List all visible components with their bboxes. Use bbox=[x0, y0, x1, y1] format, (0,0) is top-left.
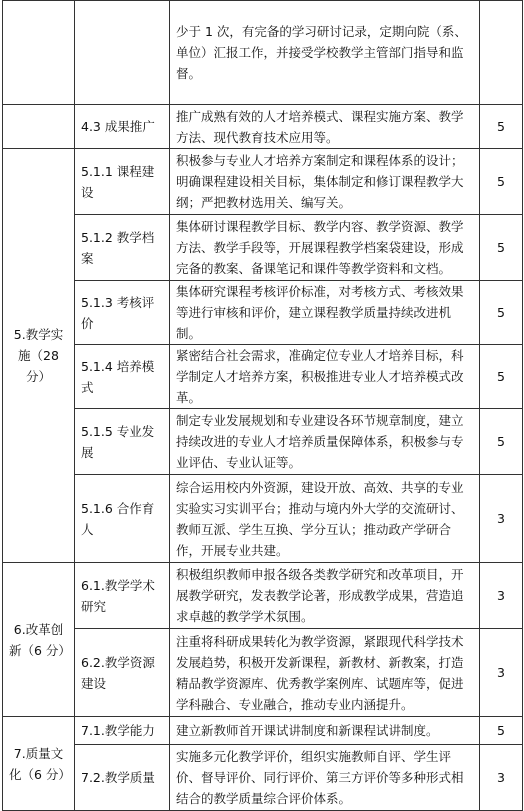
table-row bbox=[3, 745, 523, 811]
item-cell: 5.1.6 合作育人 bbox=[75, 475, 170, 563]
table-row bbox=[3, 475, 523, 563]
item-cell: 6.2.教学资源建设 bbox=[75, 629, 170, 717]
table-row bbox=[3, 149, 523, 215]
item-cell: 5.1.4 培养模式 bbox=[75, 345, 170, 409]
content-cell: 集体研讨课程教学目标、教学内容、教学资源、教学方法、教学手段等，开展课程教学档案袋建设，形成完备的教案、备课笔记和课件等教学资料和文档。 bbox=[170, 215, 480, 281]
content-cell: 推广成熟有效的人才培养模式、课程实施方案、教学方法、现代教育技术应用等。 bbox=[170, 105, 480, 149]
content-cell: 建立新教师首开课试讲制度和新课程试讲制度。 bbox=[170, 717, 480, 745]
score-cell: 3 bbox=[480, 563, 523, 629]
table-row bbox=[3, 629, 523, 717]
evaluation-table bbox=[2, 0, 523, 811]
group-cell bbox=[3, 105, 75, 149]
score-cell: 3 bbox=[480, 745, 523, 811]
item-cell: 5.1.2 教学档案 bbox=[75, 215, 170, 281]
content-cell: 制定专业发展规划和专业建设各环节规章制度，建立持续改进的专业人才培养质量保障体系，积极参与专业评估、专业认证等。 bbox=[170, 409, 480, 475]
content-cell: 少于 1 次，有完备的学习研讨记录，定期向院（系、单位）汇报工作，并接受学校教学主管部门指导和监督。 bbox=[170, 1, 480, 105]
content-cell: 积极组织教师申报各级各类教学研究和改革项目，开展教学研究，发表教学论著，形成教学成果，营造追求卓越的教学学术氛围。 bbox=[170, 563, 480, 629]
score-cell bbox=[480, 1, 523, 105]
content-cell: 积极参与专业人才培养方案制定和课程体系的设计；明确课程建设相关目标，集体制定和修订课程教学大纲；严把教材选用关、编写关。 bbox=[170, 149, 480, 215]
table-row bbox=[3, 717, 523, 745]
item-cell bbox=[75, 1, 170, 105]
content-cell: 实施多元化教学评价，组织实施教师自评、学生评价、督导评价、同行评价、第三方评价等多种形式相结合的教学质量综合评价体系。 bbox=[170, 745, 480, 811]
content-cell: 集体研究课程考核评价标准，对考核方式、考核效果等进行审核和评价，建立课程教学质量持续改进机制。 bbox=[170, 281, 480, 345]
content-cell: 紧密结合社会需求，准确定位专业人才培养目标，科学制定人才培养方案，积极推进专业人才培养模式改革。 bbox=[170, 345, 480, 409]
group-label-5: 5.教学实施（28 分） bbox=[3, 149, 75, 563]
group-cell bbox=[3, 1, 75, 105]
item-cell: 7.2.教学质量 bbox=[75, 745, 170, 811]
score-cell: 5 bbox=[480, 409, 523, 475]
score-cell: 5 bbox=[480, 105, 523, 149]
group-label-6: 6.改革创新（6 分） bbox=[3, 563, 75, 717]
table-row bbox=[3, 409, 523, 475]
item-cell: 4.3 成果推广 bbox=[75, 105, 170, 149]
score-cell: 3 bbox=[480, 629, 523, 717]
item-cell: 6.1.教学学术研究 bbox=[75, 563, 170, 629]
table-row bbox=[3, 105, 523, 149]
table-row bbox=[3, 1, 523, 105]
item-cell: 5.1.3 考核评价 bbox=[75, 281, 170, 345]
table-row bbox=[3, 563, 523, 629]
table-row bbox=[3, 345, 523, 409]
score-cell: 5 bbox=[480, 281, 523, 345]
score-cell: 5 bbox=[480, 345, 523, 409]
item-cell: 5.1.1 课程建设 bbox=[75, 149, 170, 215]
table-row bbox=[3, 281, 523, 345]
score-cell: 5 bbox=[480, 215, 523, 281]
score-cell: 3 bbox=[480, 475, 523, 563]
score-cell: 5 bbox=[480, 149, 523, 215]
score-cell: 5 bbox=[480, 717, 523, 745]
table-row bbox=[3, 215, 523, 281]
content-cell: 综合运用校内外资源，建设开放、高效、共享的专业实验实习实训平台；推动与境内外大学的交流研讨、教师互派、学生互换、学分互认；推动政产学研合作，开展专业共建。 bbox=[170, 475, 480, 563]
group-label-7: 7.质量文化（6 分） bbox=[3, 717, 75, 811]
item-cell: 5.1.5 专业发展 bbox=[75, 409, 170, 475]
content-cell: 注重将科研成果转化为教学资源，紧跟现代科学技术发展趋势，积极开发新课程，新教材、新教案，打造精品教学资源库、优秀教学案例库、试题库等，促进学科融合、专业融合，推动专业内涵提升。 bbox=[170, 629, 480, 717]
item-cell: 7.1.教学能力 bbox=[75, 717, 170, 745]
